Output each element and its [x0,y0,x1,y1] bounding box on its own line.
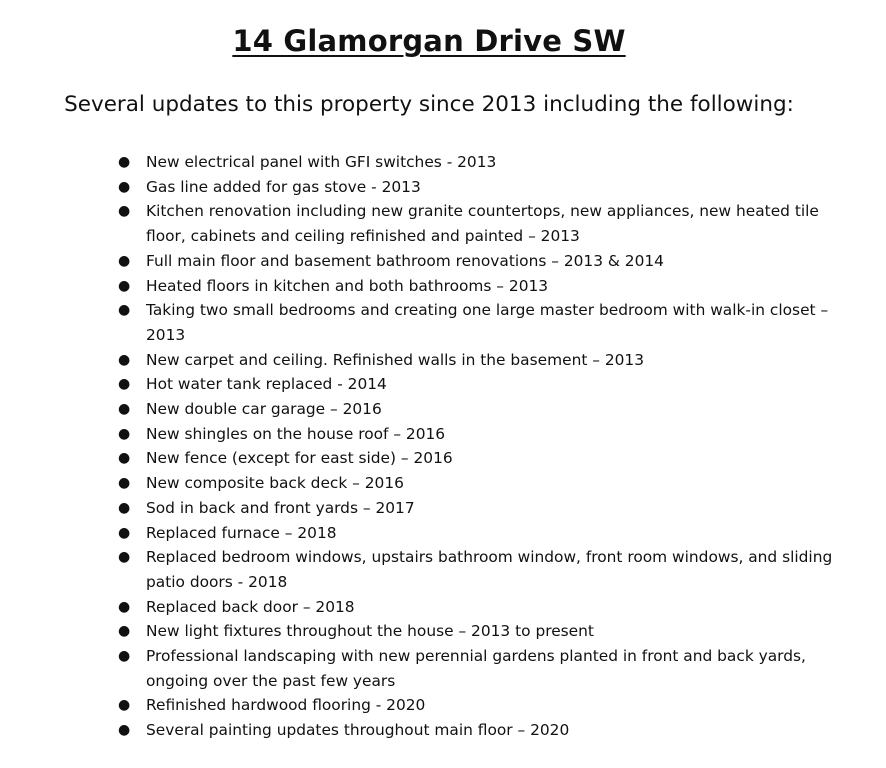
list-item-text: Heated floors in kitchen and both bathrooms – 2013 [146,276,549,295]
list-item-text: New shingles on the house roof – 2016 [146,424,446,443]
bullet-icon: ● [118,376,131,393]
list-item [114,644,834,693]
bullet-icon: ● [118,524,131,541]
list-item-text: Sod in back and front yards – 2017 [146,498,415,517]
bullet-icon: ● [118,401,131,418]
list-item [114,199,834,248]
list-item-text: New carpet and ceiling. Refinished walls in the basement – 2013 [146,350,645,369]
bullet-icon: ● [118,697,131,714]
bullet-icon: ● [118,425,131,442]
list-item-text: Replaced back door – 2018 [146,597,355,616]
bullet-icon: ● [118,252,131,269]
bullet-icon: ● [118,475,131,492]
bullet-icon: ● [118,623,131,640]
updates-list [114,150,834,743]
bullet-icon: ● [118,154,131,170]
list-item [114,175,834,200]
list-item-text: Kitchen renovation including new granite countertops, new appliances, new heated tile floor, cabinets and ceiling refinished and painted – 2013 [146,202,819,246]
list-item [114,496,834,521]
bullet-icon: ● [118,549,131,566]
list-item-text: Replaced furnace – 2018 [146,523,337,542]
bullet-icon: ● [118,648,131,665]
bullet-icon: ● [118,302,131,319]
list-item [114,521,834,546]
bullet-icon: ● [118,178,131,195]
list-item-text: New fence (except for east side) – 2016 [146,449,453,468]
list-item-text: New light fixtures throughout the house – 2013 to present [146,622,594,641]
bullet-icon: ● [118,722,131,739]
page-title: 14 Glamorgan Drive SW [232,24,626,58]
list-item [114,545,834,594]
bullet-icon: ● [118,598,131,615]
list-item [114,249,834,274]
list-item [114,298,834,347]
list-item [114,422,834,447]
list-item [114,595,834,620]
list-item-text: New double car garage – 2016 [146,400,382,419]
bullet-icon: ● [118,277,131,294]
list-item [114,274,834,299]
list-item-text: New composite back deck – 2016 [146,474,404,493]
list-item [114,446,834,471]
list-item [114,348,834,373]
bullet-icon: ● [118,450,131,467]
list-item-text: Replaced bedroom windows, upstairs bathroom window, front room windows, and sliding patio doors - 2018 [146,548,833,591]
list-item-text: Taking two small bedrooms and creating one large master bedroom with walk-in closet – 2013 [146,301,829,344]
list-item [114,718,834,743]
list-item-text: Full main floor and basement bathroom renovations – 2013 & 2014 [146,251,664,270]
list-item-text: Several painting updates throughout main floor – 2020 [146,721,570,740]
list-item-text: Gas line added for gas stove - 2013 [146,177,421,196]
list-item [114,397,834,422]
list-item-text: Professional landscaping with new perennial gardens planted in front and back yards, ongoing over the past few years [146,647,806,690]
page-subtitle: Several updates to this property since 2013 including the following: [64,92,794,117]
list-item-text: Hot water tank replaced - 2014 [146,375,387,394]
list-item [114,619,834,644]
bullet-icon: ● [118,203,131,220]
list-item-text: Refinished hardwood flooring - 2020 [146,696,426,715]
list-item [114,372,834,397]
bullet-icon: ● [118,351,131,368]
list-item [114,150,834,175]
list-item [114,471,834,496]
bullet-icon: ● [118,499,131,516]
list-item-text: New electrical panel with GFI switches - 2013 [146,153,497,171]
list-item [114,693,834,718]
